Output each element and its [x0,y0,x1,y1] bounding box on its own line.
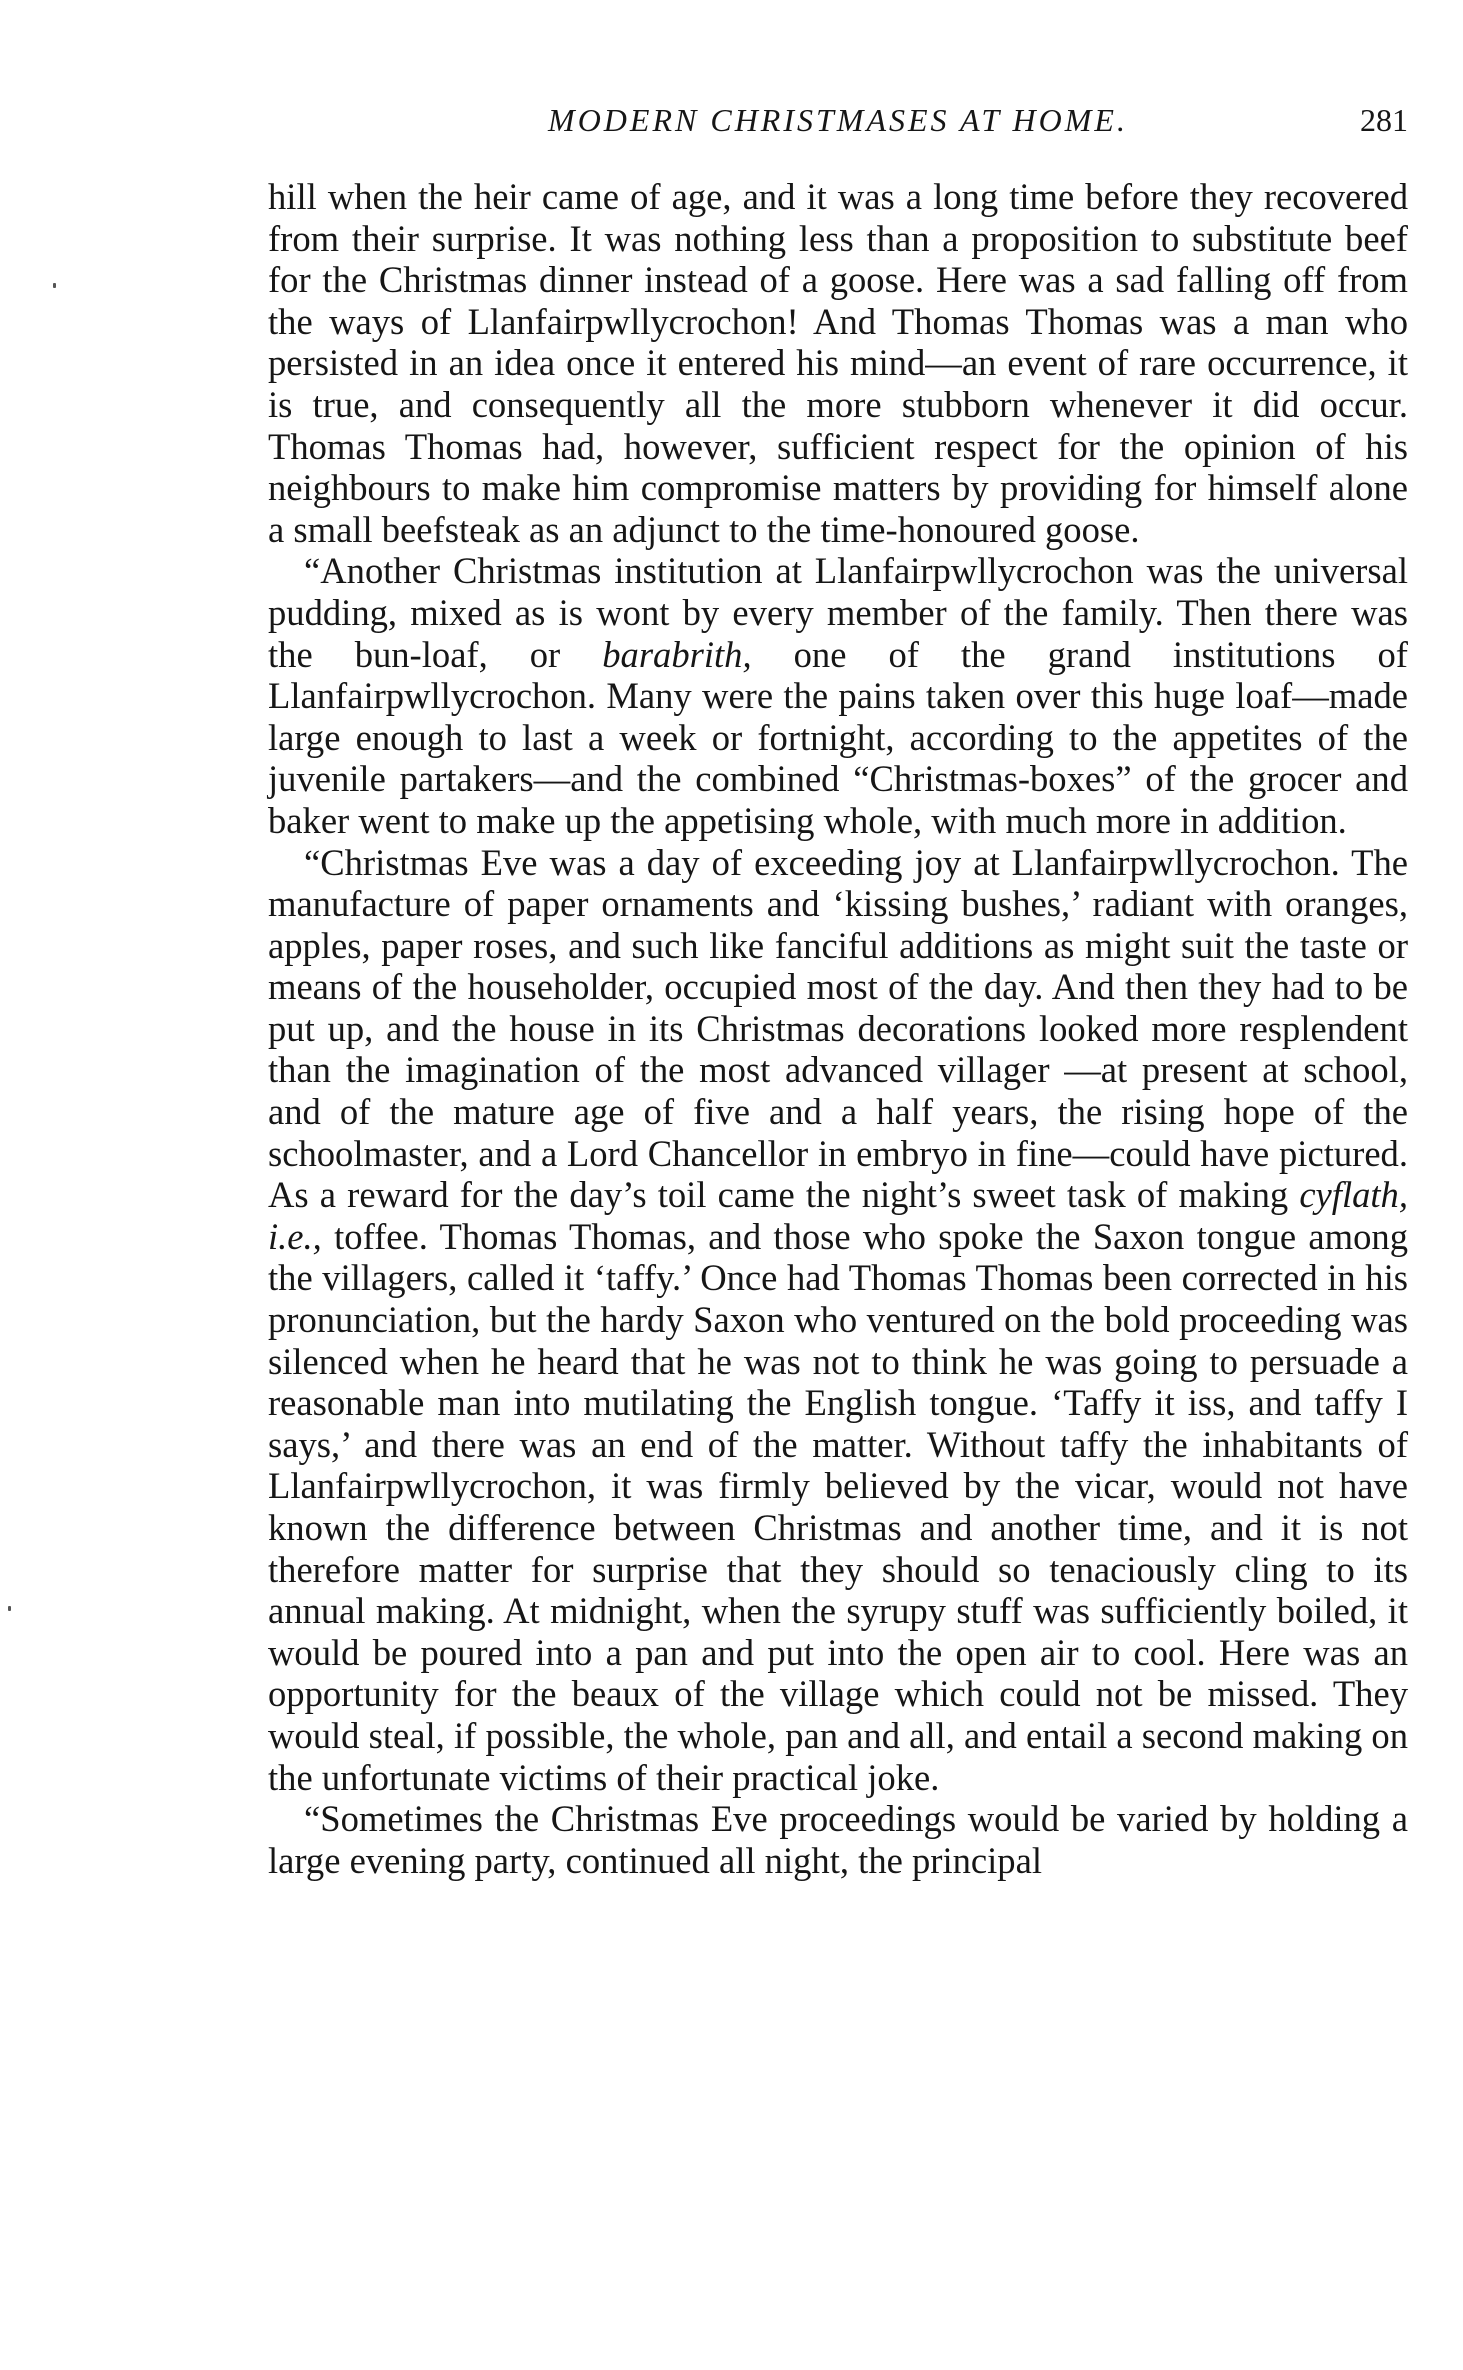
running-head [268,100,1408,140]
print-speck [53,283,56,288]
running-title: MODERN CHRISTMASES AT HOME. [548,102,1128,138]
print-speck [8,1606,11,1611]
text-run: hill when the heir came of age, and it was a long time before they recovered from their surprise. It was nothing less than a proposition to substitute beef for the Christmas dinner instead of a goose. Here was a sad falling off from the ways of Llanfairpwllycrochon! And Thomas Thomas was a man who persisted in an idea once it entered his mind—an event of rare occurrence, it is true, and consequently all the more stubborn whenever it did occur. Thomas Thomas had, however, sufficient respect for the opinion of his neighbours to make him compromise matters by providing for himself alone a small beefsteak as an adjunct to the time-honoured goose. [268,176,1408,550]
text-run: “Another Christmas institution at Llanfairpwllycrochon was the universal pudding, mixed as is wont by every member of the family. Then there was the bun-loaf, or [268,550,1408,675]
text-run: one of the grand institutions of Llanfairpwllycrochon. Many were the pains taken over this huge loaf—made large enough to last a week or fortnight, according to the appetites of the juvenile partakers—and the combined “Christmas-boxes” of the grocer and baker went to make up the appetising whole, with much more in addition. [268,633,1408,841]
paragraph [268,176,1408,550]
paragraph [268,550,1408,841]
paragraph [268,1798,1408,1881]
text-run: “Sometimes the Christmas Eve proceedings would be varied by holding a large evening party, continued all night, the principal [268,1798,1408,1881]
text-run: toffee. Thomas Thomas, and those who spoke the Saxon tongue among the villagers, called it ‘taffy.’ Once had Thomas Thomas been corrected in his pronunciation, but the hardy Saxon who ventured on the bold proceeding was silenced when he heard that he was not to think he was going to persuade a reasonable man into mutilating the English tongue. ‘Taffy it iss, and taffy I says,’ and there was an end of the matter. Without taffy the inhabitants of Llanfairpwllycrochon, it was firmly believed by the vicar, would not have known the difference between Christmas and another time, and it is not therefore matter for surprise that they should so tenaciously cling to its annual making. At midnight, when the syrupy stuff was sufficiently boiled, it would be poured into a pan and put into the open air to cool. Here was an opportunity for the beaux of the village which could not be missed. They would steal, if possible, the whole, pan and all, and entail a second making on the unfortunate victims of their practical joke. [268,1215,1408,1798]
italic-term: barabrith, [602,633,752,675]
page-number: 281 [1360,102,1408,138]
text-run: “Christmas Eve was a day of exceeding joy at Llanfairpwllycrochon. The manufacture of paper ornaments and ‘kissing bushes,’ radiant with oranges, apples, paper roses, and such like fanciful additions as might suit the taste or means of the householder, occupied most of the day. And then they had to be put up, and the house in its Christmas decorations looked more resplendent than the imagination of the most advanced villager —at present at school, and of the mature age of five and a half years, the rising hope of the schoolmaster, and a Lord Chancellor in embryo in fine—could have pictured. As a reward for the day’s toil came the night’s sweet task of making [268,841,1408,1216]
italic-term: cyflath, i.e., [268,1174,1408,1257]
body-text [268,176,1408,1881]
paragraph [268,842,1408,1799]
